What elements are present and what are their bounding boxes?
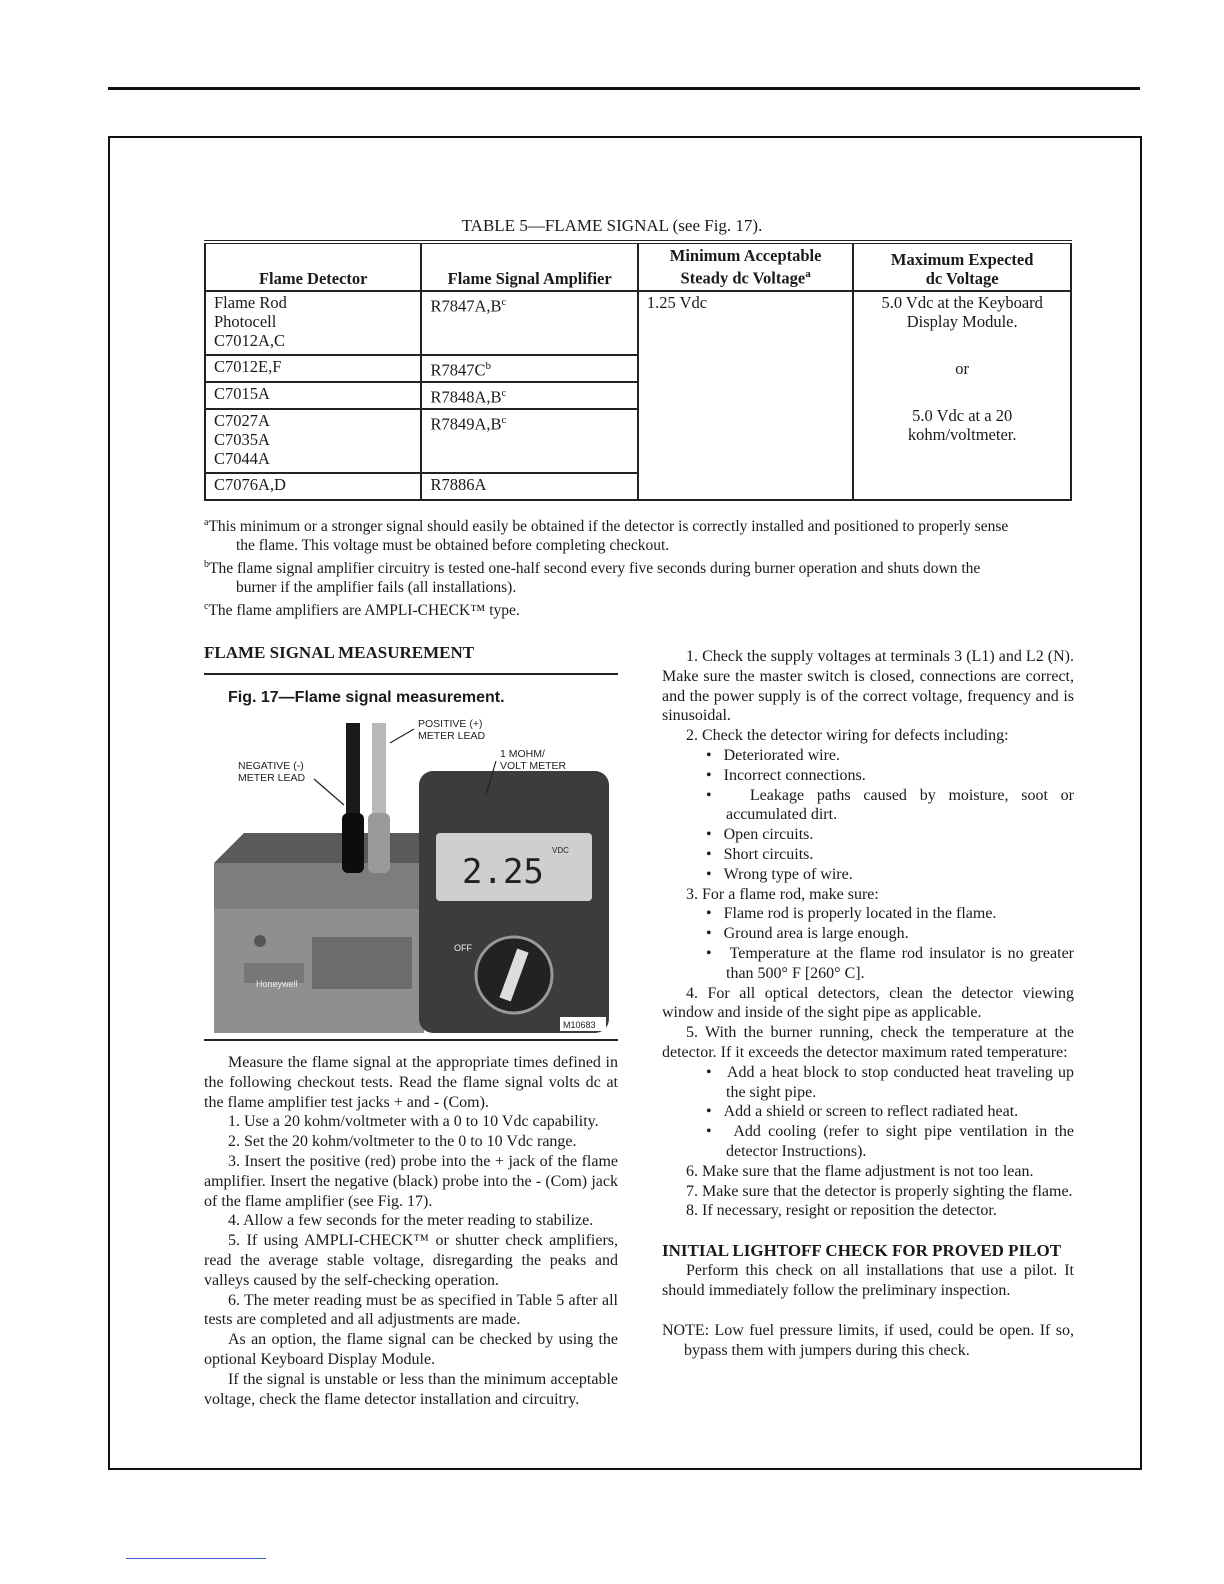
check-4: 4. For all optical detectors, clean the detector viewing window and inside of the sight pipe as applicable.	[662, 984, 1074, 1022]
check-3: 3. For a flame rod, make sure:	[686, 885, 879, 903]
paragraph-option: As an option, the flame signal can be checked by using the optional Keyboard Display Module.	[204, 1331, 618, 1368]
note-text: NOTE: Low fuel pressure limits, if used, could be open. If so, bypass them with jumpers during this check.	[662, 1321, 1074, 1359]
svg-text:OFF: OFF	[454, 943, 472, 953]
list-item: • Flame rod is properly located in the flame.	[706, 905, 997, 923]
col-header-max: Maximum Expected dc Voltage	[853, 242, 1071, 291]
meter-reading: 2.25	[462, 852, 544, 892]
list-item: • Incorrect connections.	[706, 766, 866, 784]
check-6: 6. Make sure that the flame adjustment is not too lean.	[686, 1162, 1034, 1180]
min-voltage-cell: 1.25 Vdc	[638, 291, 853, 500]
col-header-min: Minimum Acceptable Steady dc Voltage$^a$	[638, 242, 853, 291]
list-item: • Short circuits.	[706, 845, 814, 863]
section-heading-flame-signal: FLAME SIGNAL MEASUREMENT	[204, 643, 475, 662]
table-row: C7015A $R7848A,B^c$	[205, 382, 1071, 409]
list-item: • Ground area is large enough.	[706, 925, 909, 943]
list-item: • Add a heat block to stop conducted heat traveling up the sight pipe.	[706, 1063, 1074, 1101]
left-column	[204, 643, 618, 1409]
svg-text:VOLT METER: VOLT METER	[500, 760, 567, 772]
list-item: • Open circuits.	[706, 826, 814, 844]
step-5: 5. If using AMPLI-CHECK™ or shutter check amplifiers, read the average stable voltage, disregarding the peaks and valleys caused by the self-checking operation.	[204, 1232, 618, 1289]
step-2: 2. Set the 20 kohm/voltmeter to the 0 to 10 Vdc range.	[228, 1133, 577, 1151]
flame-signal-table	[204, 240, 1072, 501]
figure-flame-signal-measurement	[214, 713, 614, 1035]
list-item: • Add a shield or screen to reflect radiated heat.	[706, 1103, 1019, 1121]
col-header-amplifier: Flame Signal Amplifier	[421, 242, 637, 291]
step-6: 6. The meter reading must be as specified in Table 5 after all tests are completed and all adjustments are made.	[204, 1291, 618, 1329]
check-7: 7. Make sure that the detector is properly sighting the flame.	[686, 1182, 1073, 1200]
svg-text:VDC: VDC	[552, 846, 569, 855]
col-header-detector: Flame Detector	[205, 242, 421, 291]
step-3: 3. Insert the positive (red) probe into the + jack of the flame amplifier. Insert the negative (black) probe into the - (Com) jack of the flame amplifier (see Fig. 17).	[204, 1152, 618, 1210]
section-rule	[204, 673, 618, 675]
step-4: 4. Allow a few seconds for the meter reading to stabilize.	[228, 1212, 594, 1230]
label-volt-meter: 1 MOHM/	[500, 748, 545, 760]
label-negative-lead: NEGATIVE (-)	[238, 760, 304, 772]
table-caption: TABLE 5—FLAME SIGNAL (see Fig. 17).	[461, 216, 763, 235]
right-column	[662, 647, 1074, 1360]
max-voltage-cell: 5.0 Vdc at the Keyboard Display Module. or 5.0 Vdc at a 20 kohm/voltmeter.	[853, 291, 1071, 500]
footnote-b: $^b$The flame signal amplifier circuitry is tested one-half second every five seconds during burner operation and shuts down the	[204, 559, 981, 578]
svg-text:METER LEAD: METER LEAD	[238, 772, 306, 784]
section-heading-initial-lightoff: INITIAL LIGHTOFF CHECK FOR PROVED PILOT	[662, 1241, 1062, 1261]
meter-photo-illustration	[214, 713, 614, 1035]
check-5: 5. With the burner running, check the temperature at the detector. If it exceeds the detector maximum rated temperature:	[662, 1024, 1074, 1061]
list-item: • Leakage paths caused by moisture, soot or accumulated dirt.	[706, 786, 1074, 824]
brand-label: Honeywell	[256, 979, 298, 989]
table-row: C7076A,D R7886A	[205, 473, 1071, 500]
list-item: • Wrong type of wire.	[706, 865, 853, 883]
table-row: C7027A C7035A C7044A $R7849A,B^c$	[205, 409, 1071, 473]
footnote-c: $^c$The flame amplifiers are AMPLI-CHECK™ type.	[204, 601, 520, 620]
label-positive-lead: POSITIVE (+)	[418, 718, 483, 730]
svg-text:METER LEAD: METER LEAD	[418, 730, 486, 742]
bottom-link-rule	[126, 1558, 266, 1559]
table-row: C7012E,F $R7847C^b$	[205, 355, 1071, 382]
figure-rule	[204, 1039, 618, 1041]
list-item: • Temperature at the flame rod insulator is no greater than 500° F [260° C].	[706, 944, 1074, 982]
check-8: 8. If necessary, resight or reposition the detector.	[686, 1202, 997, 1220]
paragraph-unstable: If the signal is unstable or less than the minimum acceptable voltage, check the flame detector installation and circuitry.	[204, 1370, 618, 1408]
paragraph-perform: Perform this check on all installations that use a pilot. It should immediately follow the preliminary inspection.	[662, 1262, 1074, 1299]
figure-caption: Fig. 17—Flame signal measurement.	[228, 689, 505, 706]
list-item: • Add cooling (refer to sight pipe ventilation in the detector Instructions).	[706, 1123, 1075, 1160]
step-1: 1. Use a 20 kohm/voltmeter with a 0 to 10 Vdc capability.	[228, 1113, 599, 1131]
check-2: 2. Check the detector wiring for defects including:	[686, 727, 1009, 745]
paragraph-intro: Measure the flame signal at the appropriate times defined in the following checkout tests. Read the flame signal volts dc at the flame amplifier test jacks + and - (Com).	[204, 1054, 618, 1111]
footnote-a: $^a$This minimum or a stronger signal should easily be obtained if the detector is correctly installed and positioned to properly sense	[204, 517, 1009, 536]
check-1: 1. Check the supply voltages at terminals 3 (L1) and L2 (N). Make sure the master switch is closed, connections are correct, and the power supply is of the correct voltage, frequency and is sinusoidal.	[662, 648, 1074, 725]
figure-code: M10683	[563, 1020, 596, 1030]
list-item: • Deteriorated wire.	[706, 746, 840, 764]
table-row: Flame Rod Photocell C7012A,C $R7847A,B^c$ 1.25 Vdc 5.0 Vdc at the Keyboard Display Module. or 5.0 Vdc at a 20 kohm/voltmeter.	[205, 291, 1071, 355]
table-footnotes: $^a$This minimum or a stronger signal should easily be obtained if the detector is correctly installed and positioned to properly sense the flame. This voltage must be obtained before completing checkout. $^b$The flame signal amplifier circuitry is tested one-half second every five seconds during burner operation and shuts down the burner if the amplifier fails (all installations). $^c$The flame amplifiers are AMPLI-CHECK™ type.	[204, 513, 1074, 620]
header-rule	[108, 87, 1140, 90]
